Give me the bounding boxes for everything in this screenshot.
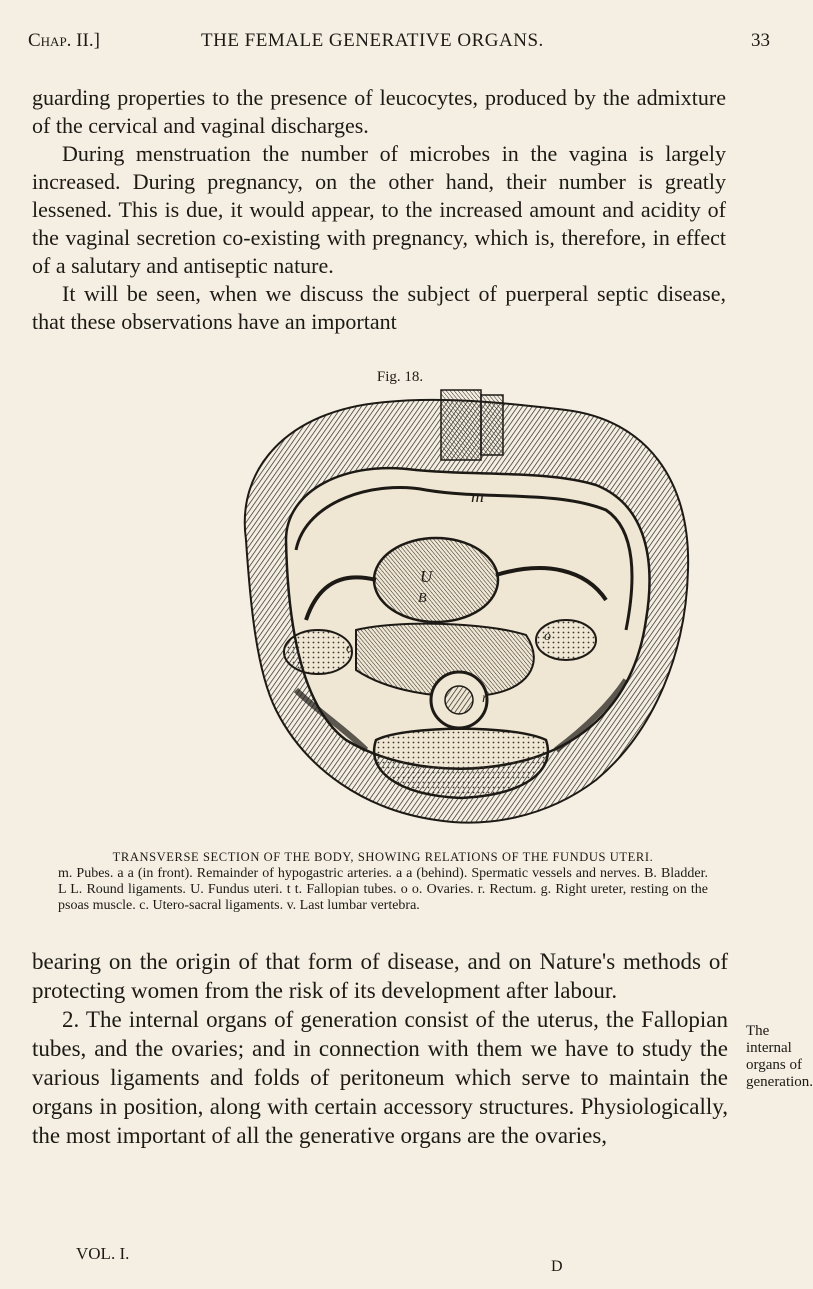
uterus-fundus [374,538,498,622]
volume-signature: VOL. I. [76,1244,130,1263]
page-number: 33 [751,30,770,51]
pubes [441,390,481,460]
figure-label: Fig. 18. [376,369,424,385]
pubes-right [481,395,503,455]
body-text-bottom [32,947,728,1150]
transverse-section-illustration [226,390,696,830]
running-title: THE FEMALE GENERATIVE ORGANS. [201,30,544,51]
letter-r: r [482,691,488,706]
rectum-lumen [445,686,473,714]
marginal-note: The internal organs of generation. [746,1023,813,1090]
figure-caption: m. Pubes. a a (in front). Remainder of hypogastric arteries. a a (behind). Spermatic vessels and nerves. B. Bladder. L L. Round ligaments. U. Fundus uteri. t t. Fallopian tubes. o o. Ovaries. r. Rectum. g. Right ureter, resting on the psoas muscle. c. Utero-sacral ligaments. v. Last lumbar vertebra. [58,866,708,913]
paragraph: guarding properties to the presence of leucocytes, produced by the admixture of the cervical and vaginal discharges. [32,85,726,138]
gathering-signature: D [551,1258,563,1275]
running-header [28,30,770,54]
letter-U: U [420,567,433,586]
letter-m: m [471,486,484,506]
anatomical-figure [226,390,696,830]
letter-o-right: o [544,629,551,644]
paragraph: It will be seen, when we discuss the subject of puerperal septic disease, that these observations have an important [32,281,726,334]
chapter-label: Chap. II.] [28,30,100,51]
figure-caption-title: TRANSVERSE SECTION OF THE BODY, SHOWING RELATIONS OF THE FUNDUS UTERI. [112,850,654,864]
paragraph: bearing on the origin of that form of disease, and on Nature's methods of protecting women from the risk of its development after labour. [32,949,728,1003]
letter-o-left: o [346,641,353,656]
paragraph: 2. The internal organs of generation consist of the uterus, the Fallopian tubes, and the ovaries; and in connection with them we have to study the various ligaments and folds of peritoneum which serve to maintain the organs in position, along with certain accessory structures. Physiologically, the most important of all the generative organs are the ovaries, [32,1007,728,1148]
body-text-top [32,84,726,336]
ovary-left [284,630,352,674]
letter-B: B [418,591,427,606]
paragraph: During menstruation the number of microbes in the vagina is largely increased. During pregnancy, on the other hand, their number is greatly lessened. This is due, it would appear, to the increased amount and acidity of the vaginal secretion co-existing with pregnancy, which is, therefore, in effect of a salutary and antiseptic nature. [32,141,726,278]
